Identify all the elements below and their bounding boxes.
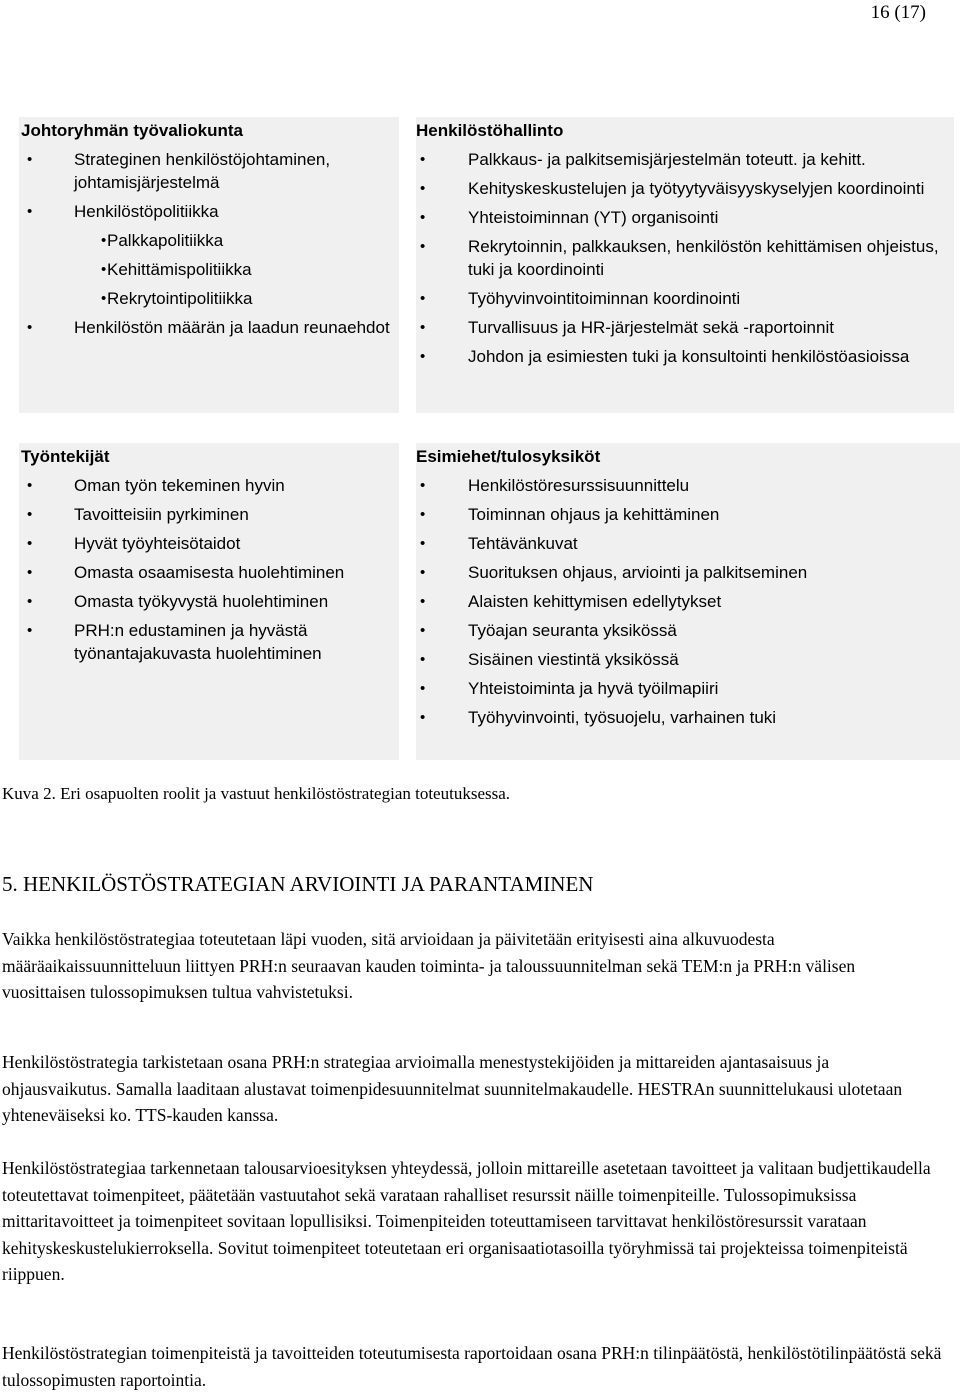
box-supervisors bbox=[416, 443, 960, 760]
figure-caption: Kuva 2. Eri osapuolten roolit ja vastuut henkilöstöstrategian toteutuksessa. bbox=[2, 784, 511, 803]
list-item: • Palkkapolitiikka bbox=[21, 229, 399, 252]
list-item: • Tehtävänkuvat bbox=[416, 532, 960, 555]
list-item: • Sisäinen viestintä yksikössä bbox=[416, 648, 960, 671]
section-title: 5. HENKILÖSTÖSTRATEGIAN ARVIOINTI JA PARANTAMINEN bbox=[2, 872, 594, 896]
list-item: • Toiminnan ohjaus ja kehittäminen bbox=[416, 503, 960, 526]
box-title: Johtoryhmän työvaliokunta bbox=[21, 121, 243, 140]
list-item: • Palkkaus- ja palkitsemisjärjestelmän toteutt. ja kehitt. bbox=[416, 148, 954, 171]
list-item: • Työajan seuranta yksikössä bbox=[416, 619, 960, 642]
list-item: • Työhyvinvointitoiminnan koordinointi bbox=[416, 287, 954, 310]
paragraph: Henkilöstöstrategian toimenpiteistä ja tavoitteiden toteutumisesta raportoidaan osana PRH:n tilinpäätöstä, henkilöstötilinpäätöstä sekä tulossopimusten raportointia. bbox=[2, 1343, 942, 1390]
box-title: Työntekijät bbox=[21, 447, 110, 466]
box-management-committee bbox=[19, 117, 399, 413]
list-item: • Strateginen henkilöstöjohtaminen, johtamisjärjestelmä bbox=[21, 148, 399, 194]
list-item: • Oman työn tekeminen hyvin bbox=[21, 474, 399, 497]
box-title: Esimiehet/tulosyksiköt bbox=[416, 447, 601, 466]
list-item: • Tavoitteisiin pyrkiminen bbox=[21, 503, 399, 526]
list-item: • Henkilöstöresurssisuunnittelu bbox=[416, 474, 960, 497]
list-item: • Rekrytoinnin, palkkauksen, henkilöstön kehittämisen ohjeistus, tuki ja koordinointi bbox=[416, 235, 954, 281]
list-item: • Johdon ja esimiesten tuki ja konsultointi henkilöstöasioissa bbox=[416, 345, 954, 368]
page-number: 16 (17) bbox=[870, 2, 926, 23]
bullet-list bbox=[21, 148, 399, 339]
list-item: • Alaisten kehittymisen edellytykset bbox=[416, 590, 960, 613]
list-item: • Rekrytointipolitiikka bbox=[21, 287, 399, 310]
box-title: Henkilöstöhallinto bbox=[416, 121, 564, 140]
list-item: • Kehittämispolitiikka bbox=[21, 258, 399, 281]
list-item: • Omasta osaamisesta huolehtiminen bbox=[21, 561, 399, 584]
list-item: • Henkilöstöpolitiikka bbox=[21, 200, 399, 223]
paragraph: Henkilöstöstrategiaa tarkennetaan talousarvioesityksen yhteydessä, jolloin mittareille asetetaan tavoitteet ja valitaan budjettikaudella toteutettavat toimenpiteet, päätetään vastuutahot sekä varataan rahalliset resurssit näille toimenpiteille. Tulossopimuksissa mittaritavoitteet ja toimenpiteet sovitaan lopullisiksi. Toimenpiteiden toteuttamiseen tarvittavat henkilöstöresurssit varataan kehityskeskustelukierroksella. Sovitut toimenpiteet toteutetaan eri organisaatiotasoilla työryhmissä tai projekteissa toimenpiteistä riippuen. bbox=[2, 1158, 931, 1284]
list-item: • Omasta työkyvystä huolehtiminen bbox=[21, 590, 399, 613]
box-employees bbox=[19, 443, 399, 760]
list-item: • Hyvät työyhteisötaidot bbox=[21, 532, 399, 555]
list-item: • PRH:n edustaminen ja hyvästä työnantajakuvasta huolehtiminen bbox=[21, 619, 399, 665]
box-hr-administration bbox=[416, 117, 954, 413]
list-item: • Kehityskeskustelujen ja työtyytyväisyyskyselyjen koordinointi bbox=[416, 177, 954, 200]
list-item: • Yhteistoiminnan (YT) organisointi bbox=[416, 206, 954, 229]
paragraph: Henkilöstöstrategia tarkistetaan osana PRH:n strategiaa arvioimalla menestystekijöiden ja mittareiden ajantasaisuus ja ohjausvaikutus. Samalla laaditaan alustavat toimenpidesuunnitelmat suunnitelmakaudelle. HESTRAn suunnittelukausi ulotetaan yhteneväiseksi ko. TTS-kauden kanssa. bbox=[2, 1052, 903, 1125]
list-item: • Turvallisuus ja HR-järjestelmät sekä -raportoinnit bbox=[416, 316, 954, 339]
list-item: • Suorituksen ohjaus, arviointi ja palkitseminen bbox=[416, 561, 960, 584]
list-item: • Henkilöstön määrän ja laadun reunaehdot bbox=[21, 316, 399, 339]
bullet-list bbox=[416, 474, 960, 729]
list-item: • Työhyvinvointi, työsuojelu, varhainen tuki bbox=[416, 706, 960, 729]
paragraph: Vaikka henkilöstöstrategiaa toteutetaan läpi vuoden, sitä arvioidaan ja päivitetään erityisesti aina alkuvuodesta määräaikaissuunnitteluun liittyen PRH:n seuraavan kauden toiminta- ja taloussuunnitelman sekä TEM:n ja PRH:n välisen vuosittaisen tulossopimuksen tultua vahvistetuksi. bbox=[2, 929, 856, 1002]
bullet-list bbox=[416, 148, 954, 368]
bullet-list bbox=[21, 474, 399, 665]
list-item: • Yhteistoiminta ja hyvä työilmapiiri bbox=[416, 677, 960, 700]
